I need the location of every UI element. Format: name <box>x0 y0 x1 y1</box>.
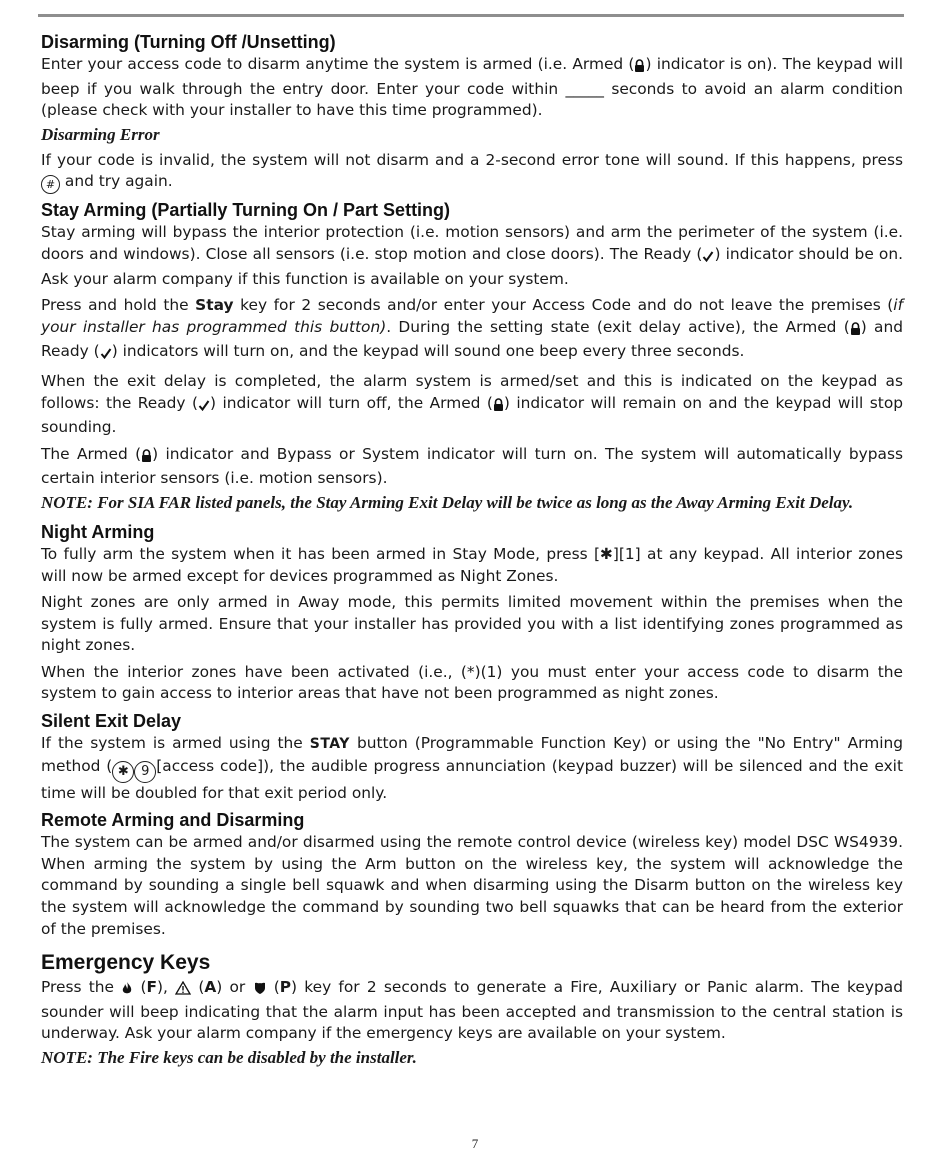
header-rule <box>38 14 904 17</box>
checkmark-icon <box>702 247 714 269</box>
auxiliary-key-label: A <box>204 978 217 997</box>
text-run: To fully arm the system when it has been armed in Stay Mode, press [ <box>41 544 600 563</box>
star-key-icon: ✱ <box>112 761 134 783</box>
disarming-error-heading: Disarming Error <box>41 124 160 144</box>
emergency-keys-note: NOTE: The Fire keys can be disabled by the installer. <box>41 1048 417 1067</box>
night-arming-paragraph-3: When the interior zones have been activated (i.e., (*)(1) you must enter your access code to disarm the system to gain access to interior areas that have not been programmed as night zones. <box>41 662 903 703</box>
silent-exit-heading: Silent Exit Delay <box>41 711 182 732</box>
text-run: key for 2 seconds and/or enter your Access Code and do not leave the premises ( <box>233 296 894 315</box>
remote-arming-heading: Remote Arming and Disarming <box>41 810 305 831</box>
text-run: If your code is invalid, the system will not disarm and a 2-second error tone will sound. If this happens, press <box>41 150 903 169</box>
panic-key-label: P <box>279 978 292 997</box>
text-run: ) indicator and Bypass or System indicator will turn on. The system will automatically bypass certain interior sensors (i.e. motion sensors). <box>41 444 903 488</box>
hash-key-icon: # <box>41 175 60 194</box>
text-run: Stay arming will bypass the interior protection (i.e. motion sensors) and arm the perimeter of the system (i.e. doors and windows). Close all sensors (i.e. stop motion and close doors). The Ready ( <box>41 223 903 263</box>
flame-icon <box>121 980 133 1002</box>
text-run: Enter your access code to disarm anytime the system is armed (i.e. Armed ( <box>41 55 635 73</box>
stay-arming-paragraph-2 <box>41 295 903 366</box>
text-run: ) indicator is on). The keypad will beep if you walk through the entry door. Enter your code within _____ seconds to avoid an alarm condition (please check with your installer to have this time programmed). <box>41 55 903 120</box>
text-run: ) indicator should be on. Ask your alarm company if this function is available on your system. <box>41 244 903 288</box>
text-run: ][1] at any keypad. All interior zones will now be armed except for devices programmed as Night Zones. <box>41 544 904 585</box>
disarming-heading: Disarming (Turning Off /Unsetting) <box>41 32 336 52</box>
lock-icon <box>850 320 861 342</box>
warning-triangle-icon <box>175 980 191 1002</box>
fire-key-label: F <box>146 978 157 997</box>
text-run: ) indicator will remain on and the keypad will stop sounding. <box>41 393 903 437</box>
stay-arming-paragraph-1 <box>41 222 903 290</box>
nine-key-icon: 9 <box>134 761 156 783</box>
stay-arming-paragraph-3 <box>41 371 903 439</box>
lock-icon <box>493 396 504 418</box>
stay-arming-note: NOTE: For SIA FAR listed panels, the Stay Arming Exit Delay will be twice as long as the Away Arming Exit Delay. <box>41 492 854 512</box>
star-key-icon: ✱ <box>599 544 613 563</box>
emergency-keys-heading: Emergency Keys <box>41 951 211 975</box>
text-run: key for 2 seconds to generate a Fire, Auxiliary or Panic alarm. The keypad sounder will beep indicating that the alarm input has been accepted and transmission to the central station is underway. Ask your alarm company if the emergency keys are available on your system. <box>41 978 903 1043</box>
silent-exit-paragraph <box>41 733 903 804</box>
text-run: ) and Ready ( <box>41 317 903 361</box>
text-run: ) indicators will turn on, and the keypad will sound one beep every three seconds. <box>111 342 745 361</box>
text-run: Press and hold the <box>41 296 196 315</box>
stay-arming-paragraph-4 <box>41 444 903 490</box>
text-run: When the exit delay is completed, the alarm system is armed/set and this is indicated on the keypad as follows: the Ready ( <box>41 371 903 412</box>
disarming-error-paragraph <box>41 150 903 195</box>
text-run: If the system is armed using the <box>41 734 310 753</box>
text-run: [access code]), the audible progress annunciation (keypad buzzer) will be silenced and the exit time will be doubled for that exit period only. <box>41 756 903 802</box>
night-arming-heading: Night Arming <box>41 521 155 542</box>
text-run: The Armed ( <box>41 444 142 463</box>
disarming-paragraph <box>41 54 903 122</box>
text-run: button (Programmable Function Key) or using the "No Entry" Arming method ( <box>41 734 903 775</box>
checkmark-icon <box>198 396 210 418</box>
stay-key-label: Stay <box>195 296 234 315</box>
page-content <box>41 31 903 1076</box>
shield-icon <box>253 980 267 1002</box>
page-number: 7 <box>471 1136 479 1151</box>
lock-icon <box>141 447 152 469</box>
text-run: ) indicator will turn off, the Armed ( <box>210 393 493 412</box>
text-run: . During the setting state (exit delay active), the Armed ( <box>386 317 850 336</box>
italic-run: if your installer has programmed this button) <box>41 296 903 336</box>
night-arming-paragraph-1 <box>41 544 903 587</box>
emergency-keys-paragraph: Press the (F), (A) or (P) key for 2 seconds to generate a Fire, Auxiliary or Panic alarm. The keypad sounder will beep indicating that the alarm input has been accepted and transmission to the central station is underway. Ask your alarm company if the emergency keys are available on your system. <box>41 978 903 1043</box>
lock-icon <box>634 57 645 79</box>
text-run: and try again. <box>60 172 173 191</box>
stay-arming-heading: Stay Arming (Partially Turning On / Part Setting) <box>41 200 451 221</box>
text-run: Press the <box>41 978 122 997</box>
remote-arming-paragraph: The system can be armed and/or disarmed using the remote control device (wireless key) model DSC WS4939. When arming the system by using the Arm button on the wireless key, the system will acknowledge the command by sounding a single bell squawk and when disarming using the Disarm button on the wireless key the system will acknowledge the command by sounding two bell squawks that can be heard from the exterior of the premises. <box>41 833 903 938</box>
night-arming-paragraph-2: Night zones are only armed in Away mode, this permits limited movement within the premises when the system is fully armed. Ensure that your installer has provided you with a list identifying zones programmed as night zones. <box>41 593 903 655</box>
stay-button-label: STAY <box>309 736 350 753</box>
checkmark-icon <box>100 344 112 366</box>
